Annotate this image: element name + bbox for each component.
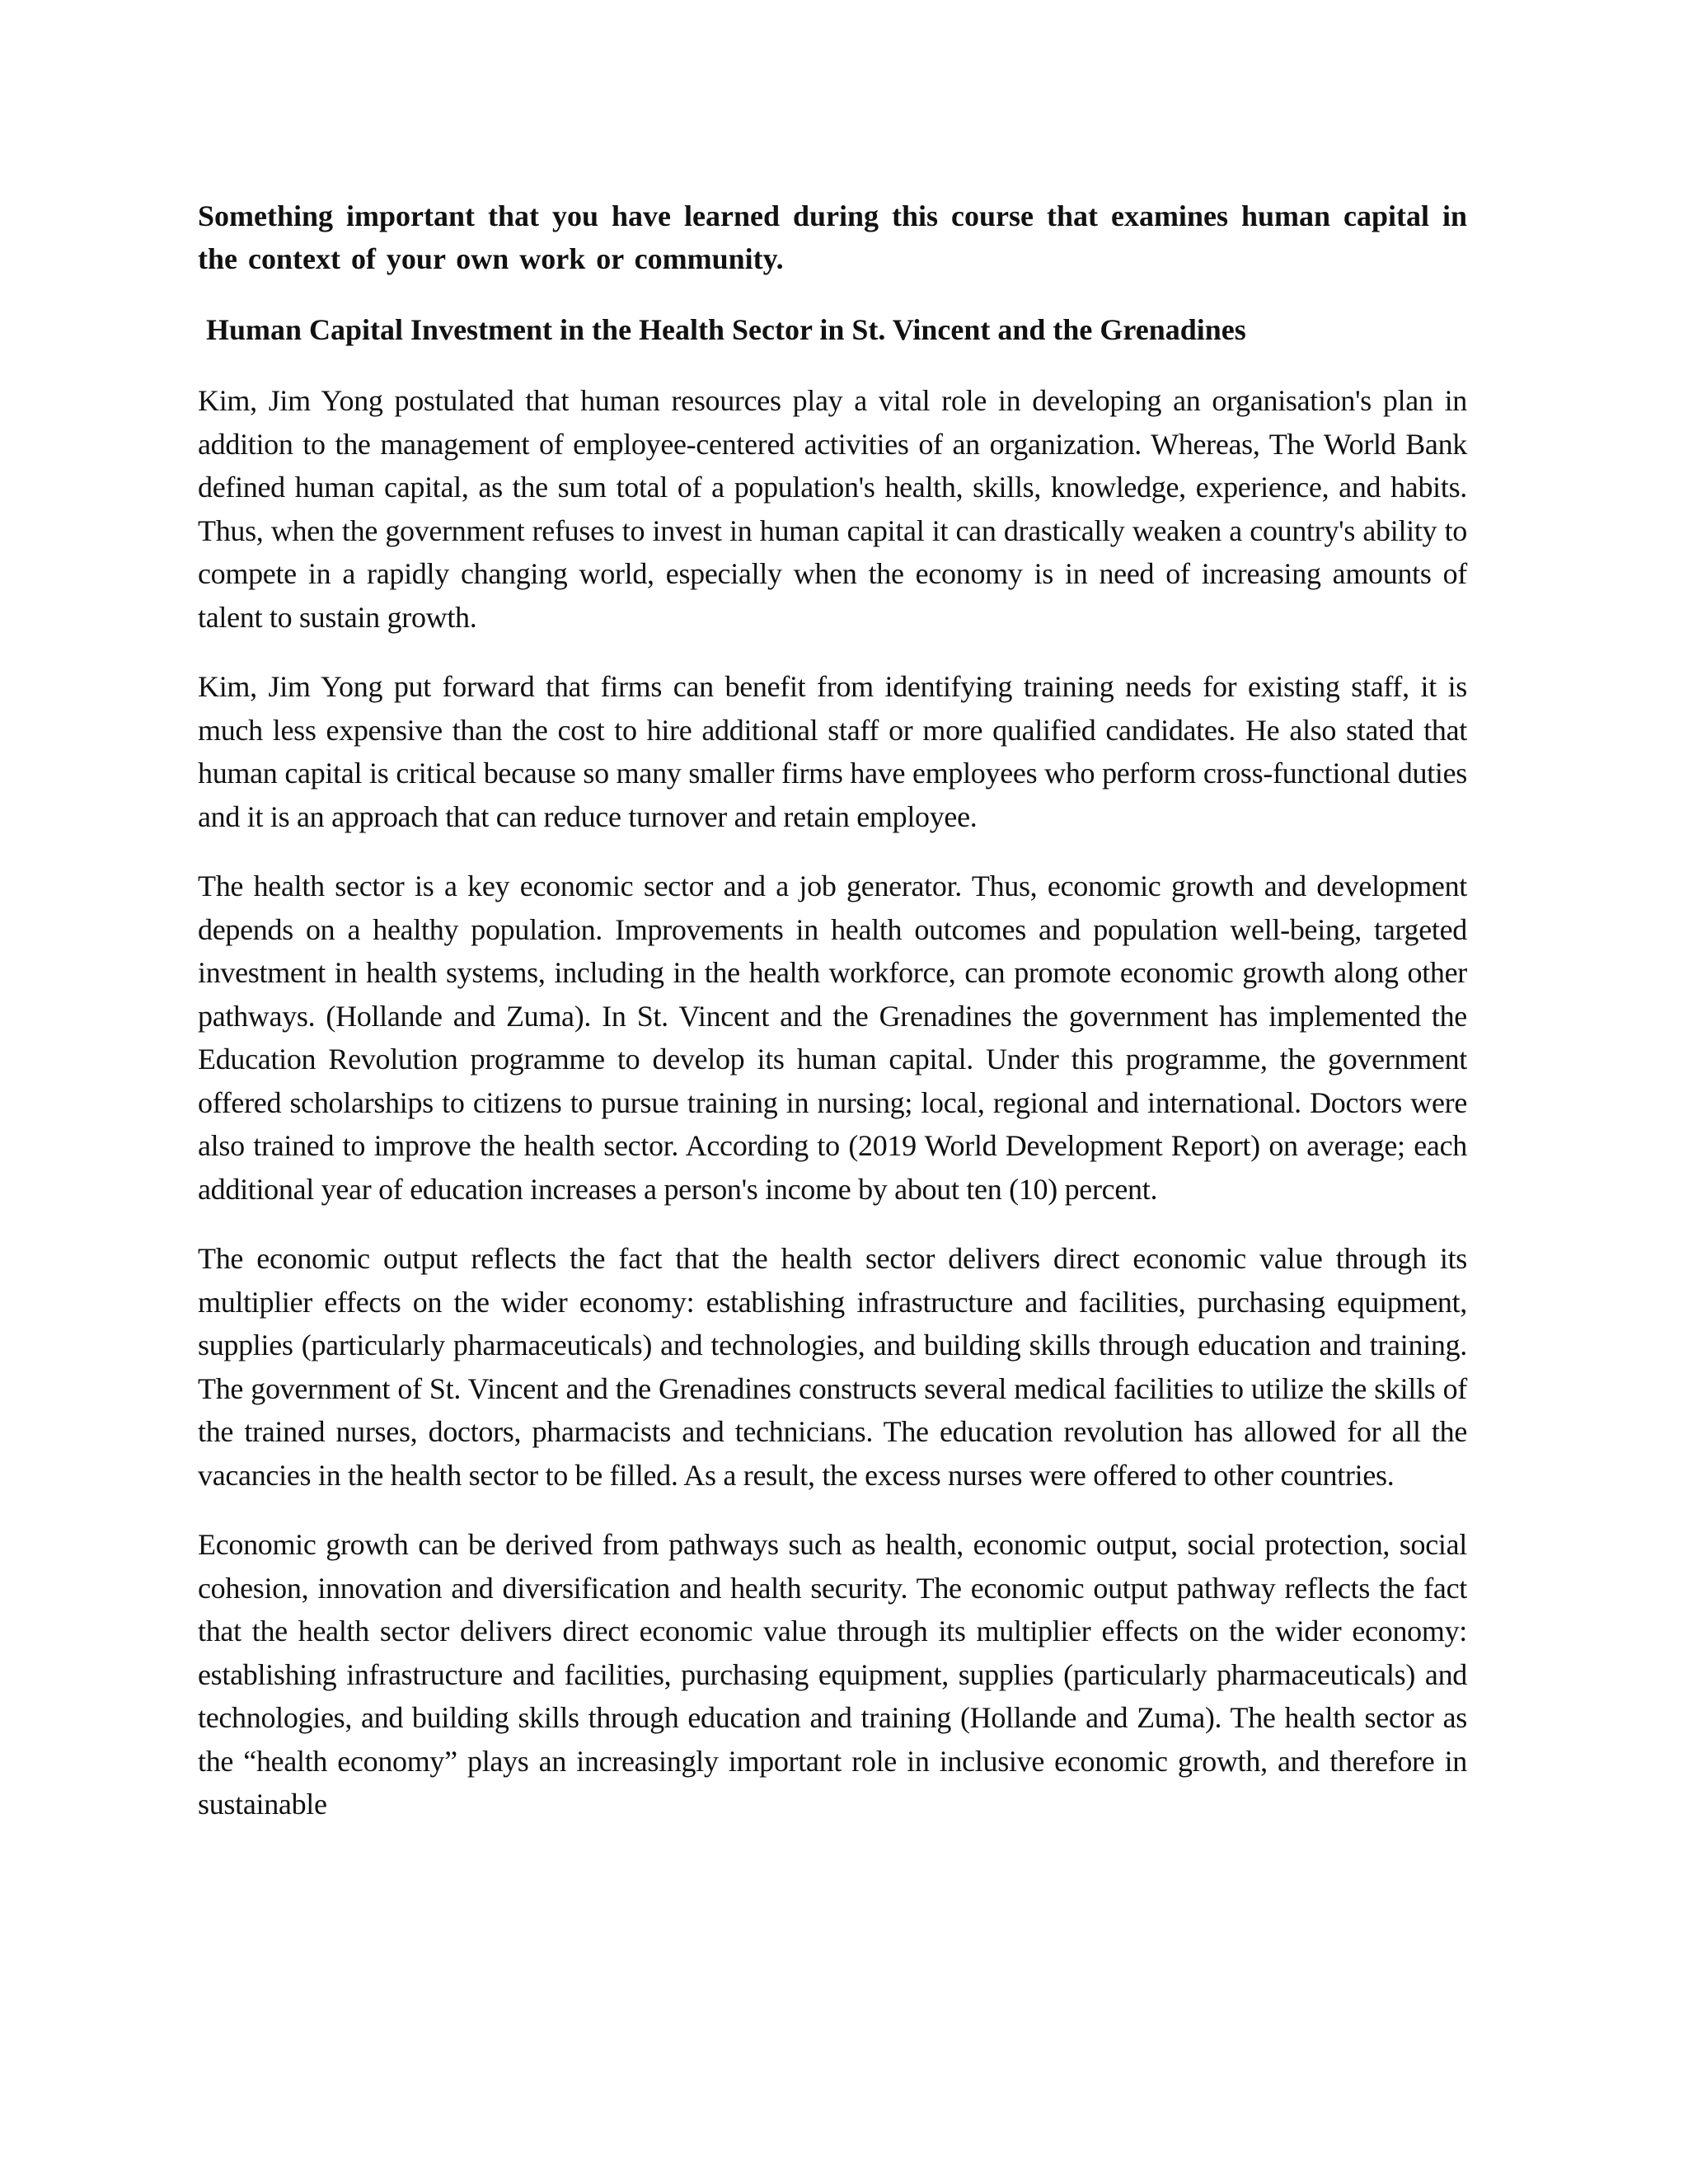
paragraph-3: The health sector is a key economic sector and a job generator. Thus, economic growth and development depends on a healthy population. Improvements in health outcomes and population well-being, targeted investment in health systems, including in the health workforce, can promote economic growth along other pathways. (Hollande and Zuma). In St. Vincent and the Grenadines the government has implemented the Education Revolution programme to develop its human capital. Under this programme, the government offered scholarships to citizens to pursue training in nursing; local, regional and international. Doctors were also trained to improve the health sector. According to (2019 World Development Report) on average; each additional year of education increases a person's income by about ten (10) percent. xyxy=(198,869,1467,1206)
document-page xyxy=(198,194,1467,1826)
paragraph-4: The economic output reflects the fact that the health sector delivers direct economic value through its multiplier effects on the wider economy: establishing infrastructure and facilities, purchasing equipment, supplies (particularly pharmaceuticals) and technologies, and building skills through education and training. The government of St. Vincent and the Grenadines constructs several medical facilities to utilize the skills of the trained nurses, doctors, pharmacists and technicians. The education revolution has allowed for all the vacancies in the health sector to be filled. As a result, the excess nurses were offered to other countries. xyxy=(198,1242,1467,1492)
assignment-prompt: Something important that you have learned during this course that examines human capital in the context of your own work or community. xyxy=(198,199,1467,275)
paragraph-1: Kim, Jim Yong postulated that human resources play a vital role in developing an organisation's plan in addition to the management of employee-centered activities of an organization. Whereas, The World Bank defined human capital, as the sum total of a population's health, skills, knowledge, experience, and habits. Thus, when the government refuses to invest in human capital it can drastically weaken a country's ability to compete in a rapidly changing world, especially when the economy is in need of increasing amounts of talent to sustain growth. xyxy=(198,384,1467,634)
paragraph-5: Economic growth can be derived from pathways such as health, economic output, social protection, social cohesion, innovation and diversification and health security. The economic output pathway reflects the fact that the health sector delivers direct economic value through its multiplier effects on the wider economy: establishing infrastructure and facilities, purchasing equipment, supplies (particularly pharmaceuticals) and technologies, and building skills through education and training (Hollande and Zuma). The health sector as the “health economy” plays an increasingly important role in inclusive economic growth, and therefore in sustainable xyxy=(198,1528,1467,1821)
essay-title: Human Capital Investment in the Health Sector in St. Vincent and the Grenadines xyxy=(206,313,1246,346)
paragraph-2: Kim, Jim Yong put forward that firms can benefit from identifying training needs for existing staff, it is much less expensive than the cost to hire additional staff or more qualified candidates. He also stated that human capital is critical because so many smaller firms have employees who perform cross-functional duties and it is an approach that can reduce turnover and retain employee. xyxy=(198,670,1467,833)
